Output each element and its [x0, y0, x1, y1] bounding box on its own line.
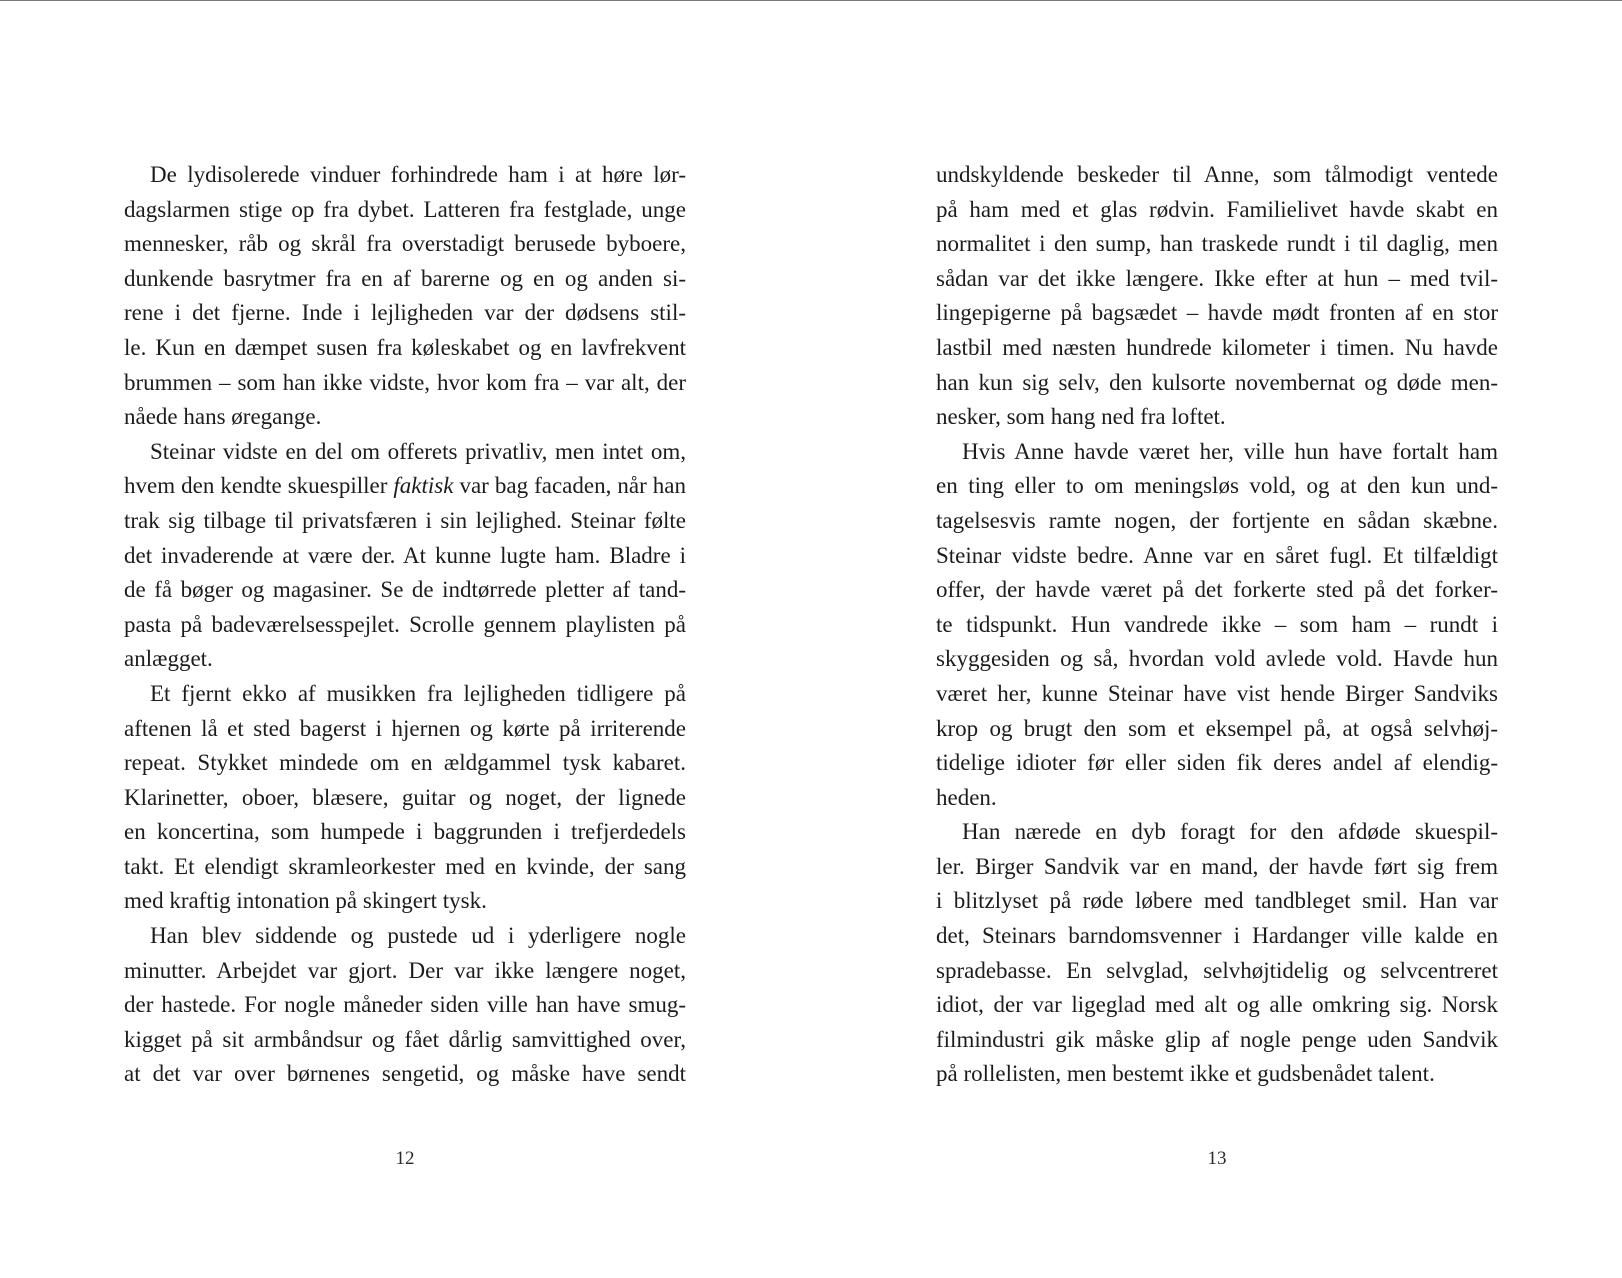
text-line: på ham med et glas rødvin. Familielivet havde skabt en [936, 196, 1498, 222]
text-line: te tidspunkt. Hun vandrede ikke – som ham – rundt i [936, 611, 1498, 637]
text-line: Steinar vidste en del om offerets privatliv, men intet om, [150, 438, 686, 464]
text-line: i blitzlyset på røde løbere med tandbleget smil. Han var [936, 888, 1498, 914]
text-line: skyggesiden og så, hvordan vold avlede vold. Havde hun [936, 646, 1498, 672]
text-line: sådan var det ikke længere. Ikke efter at hun – med tvil- [936, 265, 1498, 291]
text-line: Klarinetter, oboer, blæsere, guitar og noget, der lignede [124, 784, 686, 810]
text-line: Et fjernt ekko af musikken fra lejligheden tidligere på [150, 680, 686, 706]
text-line: lingepigerne på bagsædet – havde mødt fronten af en stor [936, 300, 1498, 326]
page-number: 12 [395, 1148, 415, 1169]
italic-word: faktisk [393, 473, 454, 499]
text-line: på rollelisten, men bestemt ikke et gudsbenådet talent. [936, 1061, 1435, 1087]
text-line: en ting eller to om meningsløs vold, og at den kun und- [936, 473, 1498, 499]
text-line: trak sig tilbage til privatsfæren i sin lejlighed. Steinar følte [124, 507, 686, 533]
paragraph [936, 435, 1498, 816]
text-line: dagslarmen stige op fra dybet. Latteren fra festglade, unge [124, 196, 686, 222]
text-line: mennesker, råb og skrål fra overstadigt berusede byboere, [124, 231, 686, 257]
paragraph [124, 158, 686, 435]
text-line: kigget på sit armbåndsur og fået dårlig samvittighed over, [124, 1026, 686, 1052]
text-line: ler. Birger Sandvik var en mand, der havde ført sig frem [936, 853, 1498, 879]
paragraph [124, 919, 686, 1092]
text-line: at det var over børnenes sengetid, og måske have sendt [124, 1061, 686, 1087]
left-page-body [124, 158, 686, 1092]
page-number: 13 [1207, 1148, 1227, 1169]
text-line: han kun sig selv, den kulsorte novembernat og døde men- [936, 369, 1498, 395]
text-line: tidelige idioter før eller siden fik deres andel af elendig- [936, 750, 1498, 776]
text-line: filmindustri gik måske glip af nogle penge uden Sandvik [936, 1026, 1498, 1052]
text-line: nesker, som hang ned fra loftet. [936, 404, 1226, 430]
text-line: idiot, der var ligeglad med alt og alle omkring sig. Norsk [936, 992, 1498, 1018]
text-line: Hvis Anne havde været her, ville hun have fortalt ham [962, 438, 1498, 464]
paragraph [124, 435, 686, 677]
text-line: med kraftig intonation på skingert tysk. [124, 888, 487, 914]
text-line: dunkende basrytmer fra en af barerne og en og anden si- [124, 265, 686, 291]
text-line: Steinar vidste bedre. Anne var en såret fugl. Et tilfældigt [936, 542, 1498, 568]
text-line: aftenen lå et sted bagerst i hjernen og kørte på irriterende [124, 715, 686, 741]
text-line: repeat. Stykket mindede om en ældgammel tysk kabaret. [124, 750, 686, 776]
text-line: Han blev siddende og pustede ud i yderligere nogle [150, 923, 686, 949]
text-line: det, Steinars barndomsvenner i Hardanger ville kalde en [936, 923, 1498, 949]
text-line: der hastede. For nogle måneder siden ville han have smug- [124, 992, 686, 1018]
text-line: normalitet i den sump, han traskede rundt i til daglig, men [936, 231, 1498, 257]
text-line: takt. Et elendigt skramleorkester med en kvinde, der sang [124, 853, 686, 879]
text-line: en koncertina, som humpede i baggrunden i trefjerdedels [124, 819, 686, 845]
text-line: krop og brugt den som et eksempel på, at også selvhøj- [936, 715, 1498, 741]
paragraph [936, 158, 1498, 435]
right-page-body [936, 158, 1498, 1092]
text-line: undskyldende beskeder til Anne, som tålmodigt ventede [936, 162, 1498, 187]
text-segment: hvem den kendte skuespiller [124, 473, 394, 499]
text-line: lastbil med næsten hundrede kilometer i timen. Nu havde [936, 334, 1498, 360]
text-line: nåede hans øregange. [124, 404, 322, 430]
text-line-with-italic [124, 469, 686, 504]
paragraph [936, 815, 1498, 1092]
text-line: brummen – som han ikke vidste, hvor kom fra – var alt, der [124, 369, 686, 395]
paragraph [124, 677, 686, 919]
text-line: Han nærede en dyb foragt for den afdøde skuespil- [962, 819, 1498, 845]
text-line: rene i det fjerne. Inde i lejligheden var der dødsens stil- [124, 300, 686, 326]
text-segment: var bag facaden, når han [453, 473, 686, 499]
text-line: spradebasse. En selvglad, selvhøjtidelig og selvcentreret [936, 957, 1498, 983]
text-line: tagelsesvis ramte nogen, der fortjente en sådan skæbne. [936, 507, 1498, 533]
text-line: minutter. Arbejdet var gjort. Der var ikke længere noget, [124, 957, 686, 983]
text-line: offer, der havde været på det forkerte sted på det forker- [936, 577, 1498, 603]
text-line: været her, kunne Steinar have vist hende Birger Sandviks [936, 680, 1498, 706]
text-line: De lydisolerede vinduer forhindrede ham i at høre lør- [150, 162, 686, 187]
text-line: le. Kun en dæmpet susen fra køleskabet og en lavfrekvent [124, 334, 686, 360]
text-line: anlægget. [124, 646, 213, 672]
text-line: heden. [936, 784, 997, 810]
top-border-rule [0, 0, 1622, 1]
text-line: pasta på badeværelsesspejlet. Scrolle gennem playlisten på [124, 611, 686, 637]
text-line: de få bøger og magasiner. Se de indtørrede pletter af tand- [124, 577, 686, 603]
text-line: det invaderende at være der. At kunne lugte ham. Bladre i [124, 542, 686, 568]
